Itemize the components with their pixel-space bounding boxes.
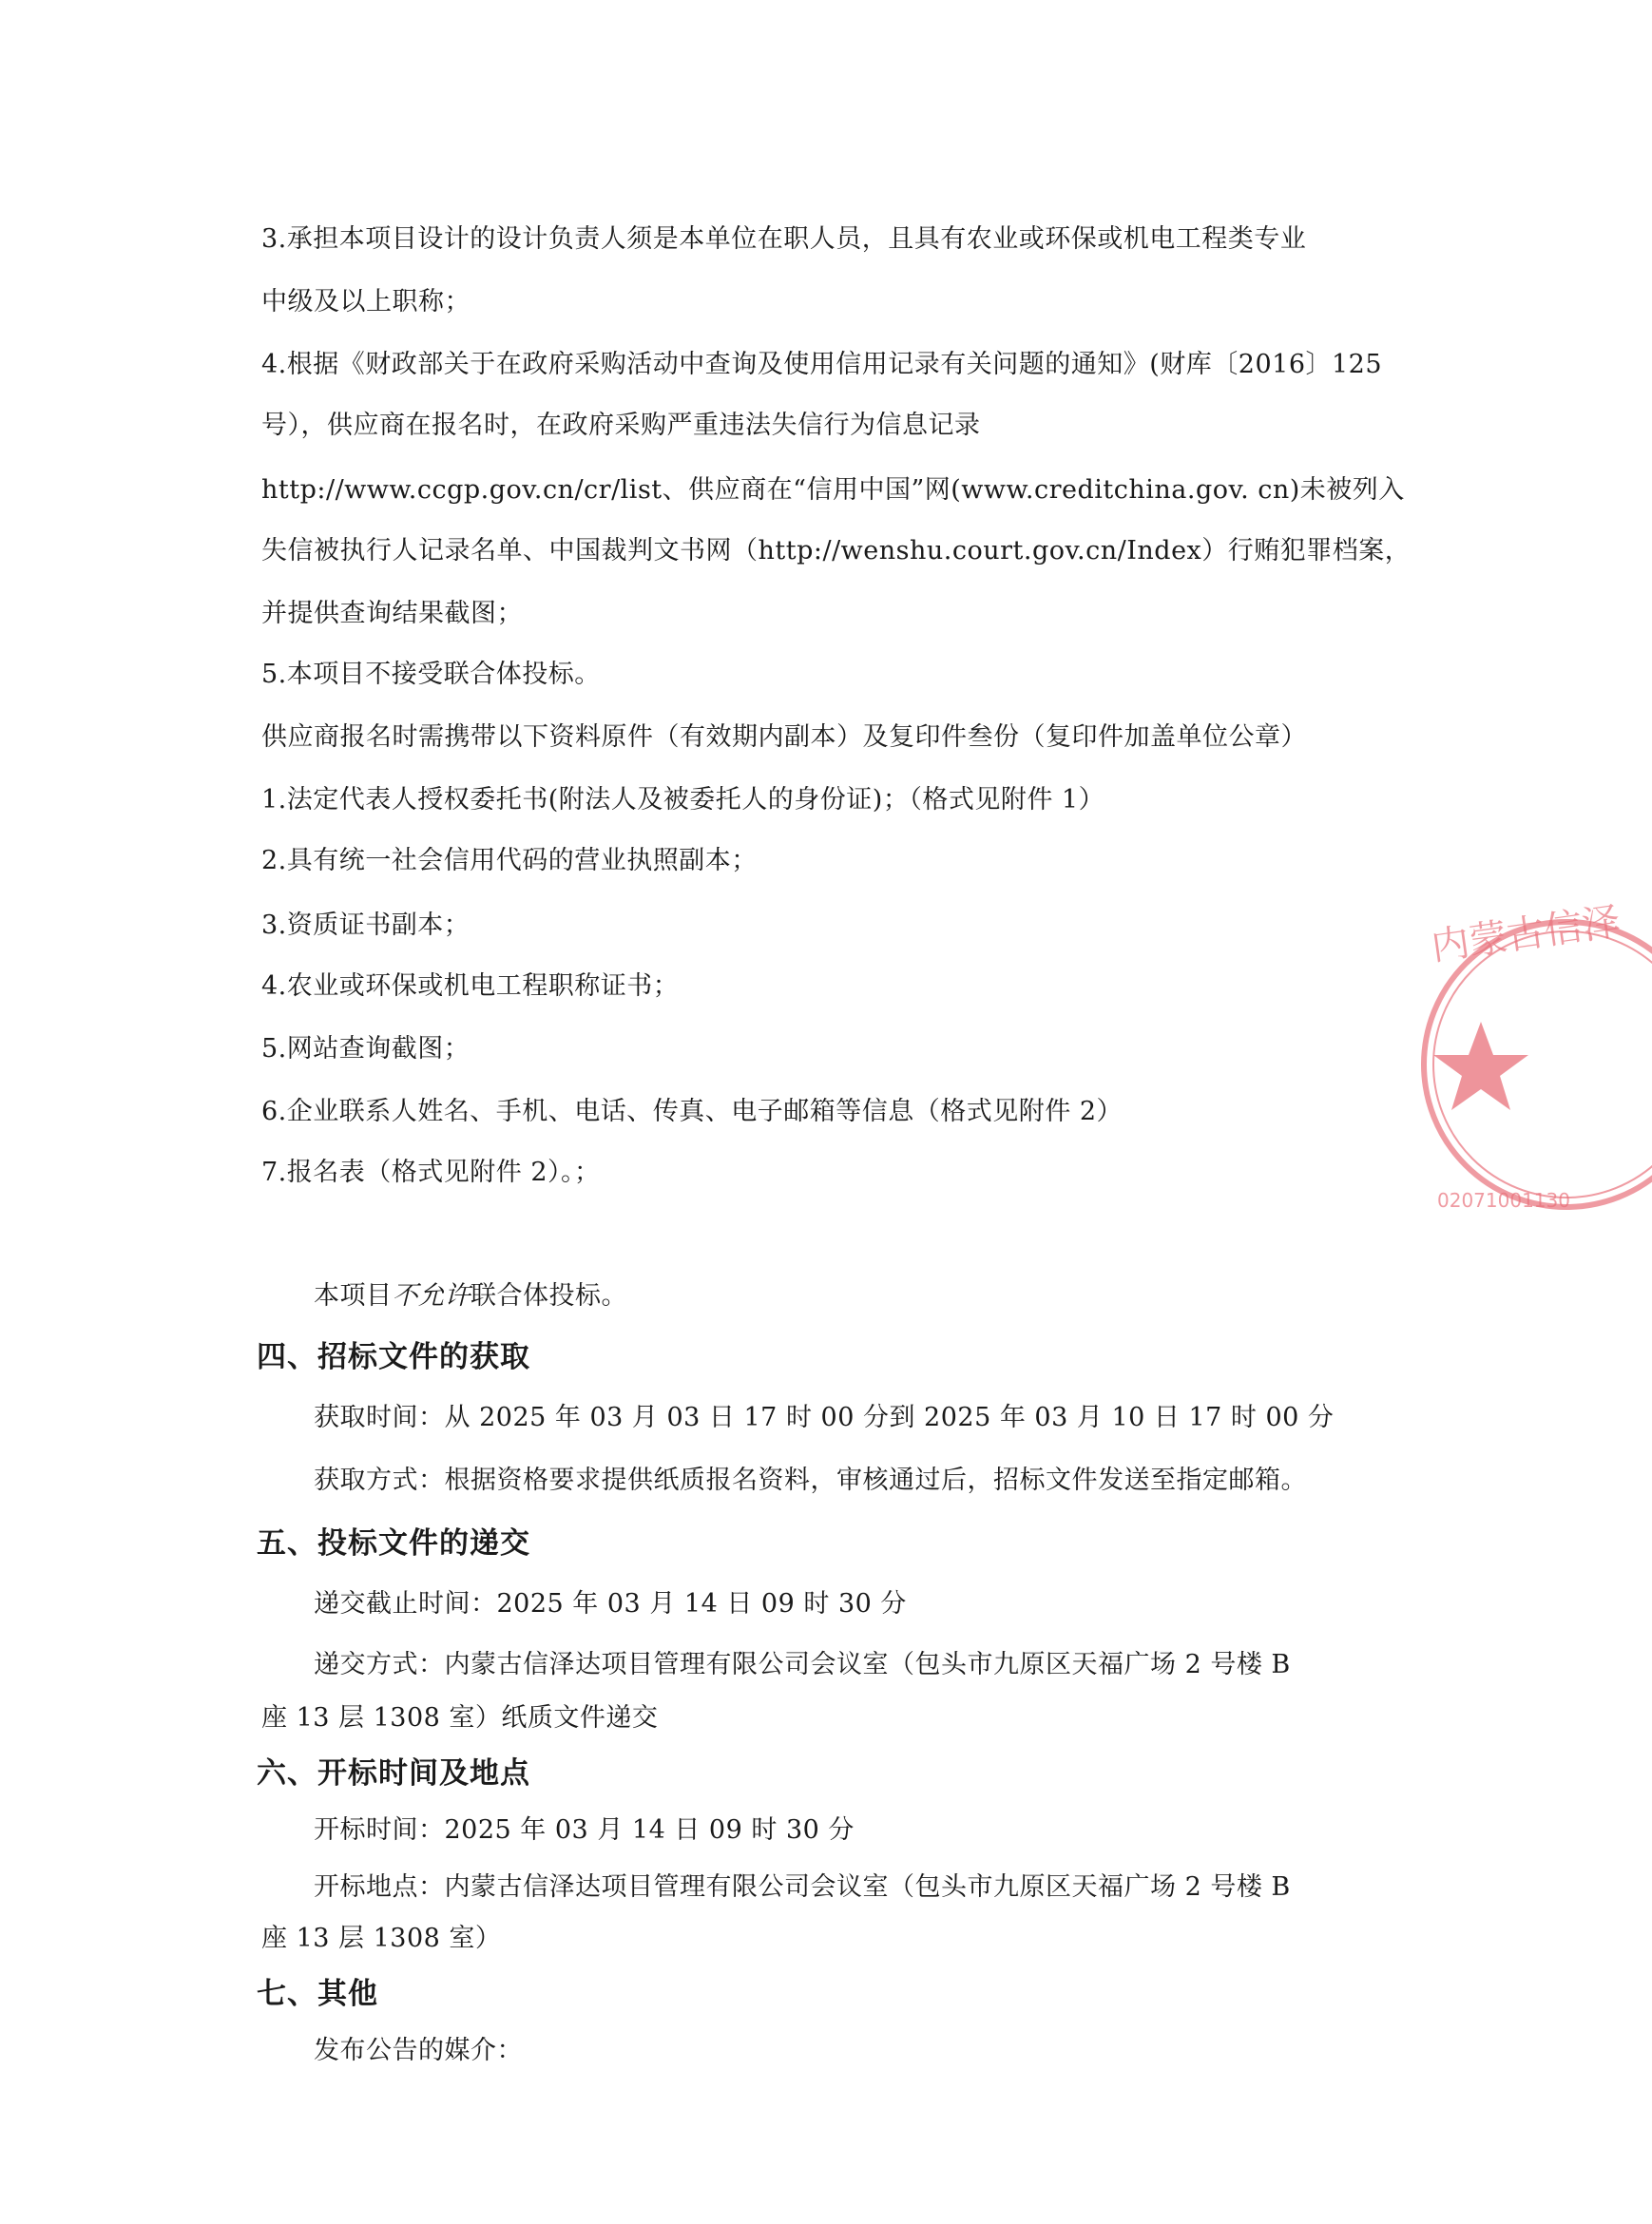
material-item: 7.报名表（格式见附件 2）。；: [261, 1158, 601, 1187]
consortium-prefix: 本项目: [314, 1281, 393, 1311]
material-item: 3.资质证书副本；: [261, 911, 471, 940]
section-6-place-line-2: 座 13 层 1308 室）: [261, 1924, 502, 1953]
section-4-heading: 四、招标文件的获取: [257, 1340, 530, 1374]
seal-text-top: 内蒙古信泽: [1428, 899, 1623, 969]
consortium-note: [314, 1277, 627, 1315]
section-5-heading: 五、投标文件的递交: [257, 1526, 530, 1561]
seal-number: 02071001130: [1437, 1189, 1570, 1212]
section-6-time: 开标时间：2025 年 03 月 14 日 09 时 30 分: [314, 1815, 855, 1845]
company-seal: [1424, 884, 1652, 1245]
requirement-4-line-1: 4.根据《财政部关于在政府采购活动中查询及使用信用记录有关问题的通知》(财库〔2016〕125: [261, 350, 1383, 379]
requirement-4-line-3: http://www.ccgp.gov.cn/cr/list、供应商在“信用中国”网(www.creditchina.gov. cn)未被列入: [261, 475, 1405, 505]
seal-star-icon: [1433, 1022, 1528, 1110]
section-7-media: 发布公告的媒介：: [314, 2036, 523, 2065]
material-item: 5.网站查询截图；: [261, 1034, 471, 1064]
requirement-4-line-2: 号），供应商在报名时，在政府采购严重违法失信行为信息记录: [261, 411, 981, 440]
section-5-deadline: 递交截止时间：2025 年 03 月 14 日 09 时 30 分: [314, 1589, 907, 1619]
requirement-3-line-1: 3.承担本项目设计的设计负责人须是本单位在职人员，且具有农业或环保或机电工程类专业: [261, 224, 1307, 254]
requirement-3-line-2: 中级及以上职称；: [261, 287, 471, 316]
material-item: 4.农业或环保或机电工程职称证书；: [261, 971, 680, 1001]
consortium-suffix: 联合体投标。: [471, 1281, 627, 1311]
material-item: 1.法定代表人授权委托书(附法人及被委托人的身份证)；（格式见附件 1）: [261, 785, 1105, 815]
material-item: 2.具有统一社会信用代码的营业执照副本；: [261, 846, 758, 875]
section-6-place-line-1: 开标地点：内蒙古信泽达项目管理有限公司会议室（包头市九原区天福广场 2 号楼 B: [314, 1872, 1291, 1902]
consortium-emphasis: 不允许: [392, 1281, 471, 1311]
section-5-method-line-1: 递交方式：内蒙古信泽达项目管理有限公司会议室（包头市九原区天福广场 2 号楼 B: [314, 1650, 1291, 1679]
section-7-heading: 七、其他: [257, 1977, 378, 2011]
material-item: 6.企业联系人姓名、手机、电话、传真、电子邮箱等信息（格式见附件 2）: [261, 1097, 1124, 1126]
section-6-heading: 六、开标时间及地点: [257, 1756, 530, 1791]
requirement-4-line-4: 失信被执行人记录名单、中国裁判文书网（http://wenshu.court.gov.cn/Index）行贿犯罪档案，: [261, 536, 1412, 566]
section-4-time: 获取时间：从 2025 年 03 月 03 日 17 时 00 分到 2025 年 03 月 10 日 17 时 00 分: [314, 1403, 1335, 1432]
materials-intro: 供应商报名时需携带以下资料原件（有效期内副本）及复印件叁份（复印件加盖单位公章）: [261, 722, 1307, 752]
section-5-method-line-2: 座 13 层 1308 室）纸质文件递交: [261, 1703, 659, 1733]
section-4-method: 获取方式：根据资格要求提供纸质报名资料，审核通过后，招标文件发送至指定邮箱。: [314, 1466, 1307, 1495]
requirement-5: 5.本项目不接受联合体投标。: [261, 660, 601, 689]
requirement-4-line-5: 并提供查询结果截图；: [261, 599, 523, 628]
